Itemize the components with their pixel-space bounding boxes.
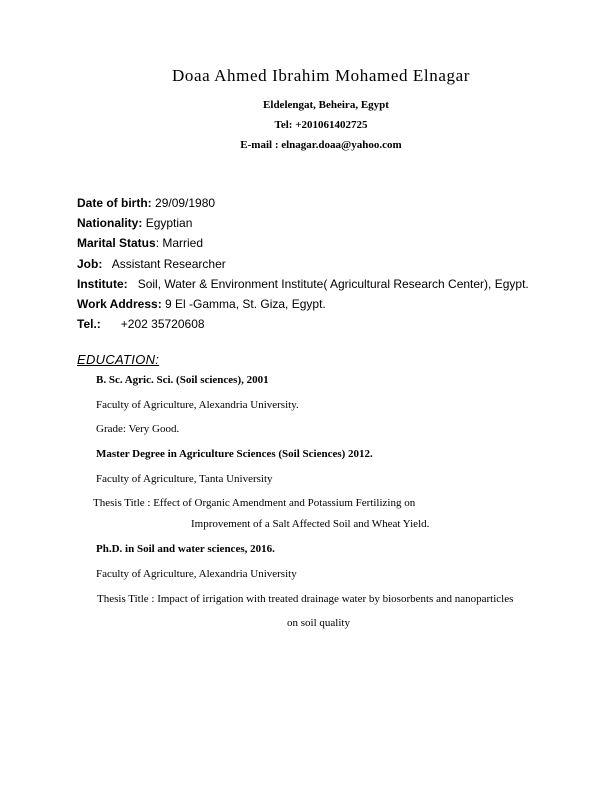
institute-label: Institute: [77, 277, 128, 291]
msc-thesis-line-2: Improvement of a Salt Affected Soil and Wheat Yield. [191, 518, 430, 530]
marital-value: : Married [155, 236, 204, 250]
nationality-row [77, 216, 192, 230]
candidate-name: Doaa Ahmed Ibrahim Mohamed Elnagar [172, 66, 470, 85]
marital-label: Marital Status [77, 236, 156, 250]
candidate-phone: Tel: +201061402725 [274, 119, 368, 131]
bsc-faculty: Faculty of Agriculture, Alexandria University. [96, 399, 299, 411]
bsc-title: B. Sc. Agric. Sci. (Soil sciences), 2001 [96, 374, 269, 386]
msc-faculty: Faculty of Agriculture, Tanta University [96, 473, 273, 485]
phd-thesis-line-2: on soil quality [287, 617, 350, 629]
candidate-address: Eldelengat, Beheira, Egypt [263, 99, 389, 111]
nationality-value: Egyptian [145, 216, 193, 230]
work-address-value: 9 El -Gamma, St. Giza, Egypt. [165, 297, 326, 311]
phd-faculty: Faculty of Agriculture, Alexandria University [96, 568, 297, 580]
education-heading: EDUCATION: [77, 352, 160, 367]
nationality-label: Nationality: [77, 216, 143, 230]
institute-row [77, 277, 529, 291]
dob-value: 29/09/1980 [155, 196, 216, 210]
office-tel-label: Tel.: [77, 317, 101, 331]
bsc-grade: Grade: Very Good. [96, 423, 180, 435]
dob-label: Date of birth: [77, 196, 152, 210]
work-address-row [77, 297, 326, 311]
office-tel-row [77, 317, 205, 331]
msc-title: Master Degree in Agriculture Sciences (Soil Sciences) 2012. [96, 448, 373, 460]
candidate-email: E-mail : elnagar.doaa@yahoo.com [240, 139, 402, 151]
job-row [77, 257, 226, 271]
msc-thesis-line-1: Thesis Title : Effect of Organic Amendment and Potassium Fertilizing on [93, 497, 416, 509]
dob-row [77, 196, 215, 210]
phd-thesis-line-1: Thesis Title : Impact of irrigation with treated drainage water by biosorbents and nanoparticles [97, 593, 514, 605]
phd-title: Ph.D. in Soil and water sciences, 2016. [96, 543, 275, 555]
job-value: Assistant Researcher [111, 257, 226, 271]
work-address-label: Work Address: [77, 297, 162, 311]
marital-row [77, 236, 203, 250]
job-label: Job: [77, 257, 103, 271]
institute-value: Soil, Water & Environment Institute( Agricultural Research Center), Egypt. [137, 277, 529, 291]
office-tel-value: +202 35720608 [120, 317, 205, 331]
